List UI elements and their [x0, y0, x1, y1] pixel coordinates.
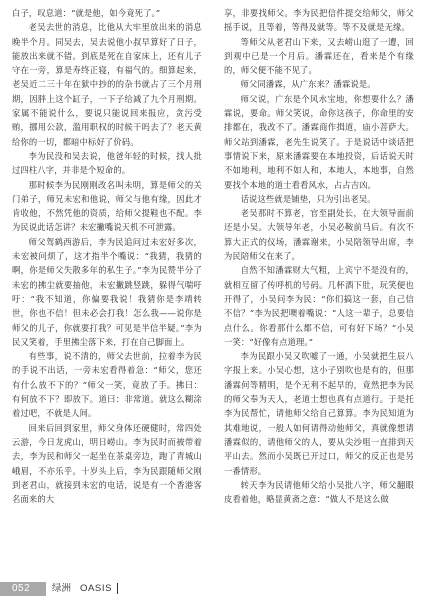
- page-number: 052: [12, 583, 31, 594]
- paragraph: 李为民跟小吴又吹嘘了一通，小吴就把生辰八字报上来。小吴心想，这小子别吹也是有的，但那潘霖何等精明，是个无利不起早的，竟然把李为民的师父奉为天人，老道士想也真有点道行。于是托李为民帮忙，请他师父给自己算算。李为民知道为其难地说，一般人如何请得动他师父，真就像想请潘霖似的，请他师父的人，要从尖沙咀一直排到天平山去。然而小吴既已开过口，师父的反正也是另一番情形。: [224, 351, 414, 476]
- paragraph: 等师父从老君山下来，又去崂山逛了一遭，回到观中已是一个月后。潘霖还在，看来是个有缘的，师父便不能不见了。: [224, 36, 414, 76]
- paragraph: 白子，叹息道：“就是他，如今竟死了。”: [12, 8, 161, 18]
- paragraph: 李为民没和吴去说，他爸年轻的时候，找人批过四柱八字，并非是个短命的。: [12, 150, 202, 176]
- paragraph: 那时候李为民刚刚改名叫未明，算是师父的关门弟子，师兄未宏和他说，师父与他有缘，因此才肯收他，不然凭他的资质，给师父提鞋也不配。李为民说此话怎讲？未宏撇嘴说天机不可泄露。: [12, 179, 202, 233]
- magazine-name-chinese: 绿洲: [52, 583, 72, 594]
- right-text-column: [224, 6, 414, 572]
- footer-divider: [117, 583, 118, 594]
- paragraph: 师父说，广东是个风水宝地，你想要什么？潘霖说，要命。师父笑说，命你这孩子，你命里的安排都在，我改不了。潘霖商作揖道，庙小菩萨大。师父站到潘霖，老先生说笑了。于是说话中谈话把事情说下来，原来潘霖要在本地投资，后话说天时不如地利，地利不如人和，本地人，本地事，自然要找个本地的道士看看风水，占占吉凶。: [224, 93, 414, 190]
- magazine-name-english: OASIS: [80, 583, 113, 594]
- paragraph: 自然不知潘霖财大气粗，上宾宁不是没有的，就相互留了传呼机的号码。几杯酒下肚，玩笑便也开得了，小吴问李为民：“你们搞这一套，自己信不信？”李为民把噢着嘴说：“人这一辈子，总要信点什么。你看那什么都不信，可有好下场？”小吴一笑：“好像有点道理。”: [224, 265, 414, 347]
- paragraph: 老吴去世的消息，比他从大牢里放出来的消息晚半个月。同吴去，吴去说他小叔早算好了日子，能放出来就不错。到底是死在自家床上，还有儿子守在一旁，算是寿终正寝，有福气的。细算起来，老吴近二三十年在狱中抄的的杂书就占了三个月刑期，因胖上这个缸子，一下子给减了九个月刑期。家属不能说什么，要说只能说回来报应，贪污受贿，挪用公款，滥用职权的时候干吗去了？老天黄给你的一切，都暗中标好了价码。: [12, 22, 202, 147]
- paragraph: 有些事，说不清的，师父去世前，拉着李为民的手说不出话，一旁未宏看得着急：“师父，您还有什么放不下的？”师父一笑，竟放了手。拂曰：有何放不下？即放下。道曰：非常道。就这么糊涂着过吧，不就是人间。: [12, 351, 202, 419]
- left-text-column: [12, 6, 202, 572]
- paragraph: 师父同潘霖，从广东来？潘霖说是。: [240, 79, 376, 90]
- paragraph: 回来后回到家里，师父身体还硬健时，常四处云游，今日龙虎山，明日崂山。李为民时而被带着去，李为民和师父一起坐在茶桌旁边，跑了青城山峨眉，不亦乐乎。十岁头上后，李为民跟随师父刚到老君山，就接到未宏的电话，说是有一个香港客名面来的大: [12, 422, 202, 505]
- paragraph: 话说这些就是铺垫，只为引出老吴。: [240, 193, 376, 204]
- page-number-box: [0, 582, 46, 596]
- paragraph: 师父驾鹤西游后，李为民追问过未宏好多次，未宏被问烦了，这才指半个嘴说：“我猜，我猜的啊，你是师父失散多年的私生子。”李为民赞半分了未宏的拂尘就要抽他，未宏撇跳竖跳，躲得气喘吁吁：“我不知道，你偏要我说！我猜你是李靖转世，你也不信！但未必会打我！怎么我——说你是师父的儿子，你就要打我？可见是半信半疑。”李为民又笑着，手里拂尘落下来，打在自己脚面上。: [12, 236, 202, 347]
- paragraph: 转天李为民请他师父给小吴批八字，师父翻眼皮看着他，略显黄斋之意：“做人不是这么做: [224, 479, 414, 505]
- paragraph: 老吴那时不算老，官至副处长，在大领导面前还是小吴。大领导年老，小吴必鞍前马后。有次不算大正式的仪场，潘霖谢来，小吴陪领导出席，李为民陪师父在来了。: [224, 208, 414, 262]
- paragraph: 享，非要找师父。李为民把信件提交给师父，师父摇手说，且等着，等得及就等。等不及就是无缘。: [224, 8, 414, 33]
- page-footer: [0, 580, 427, 600]
